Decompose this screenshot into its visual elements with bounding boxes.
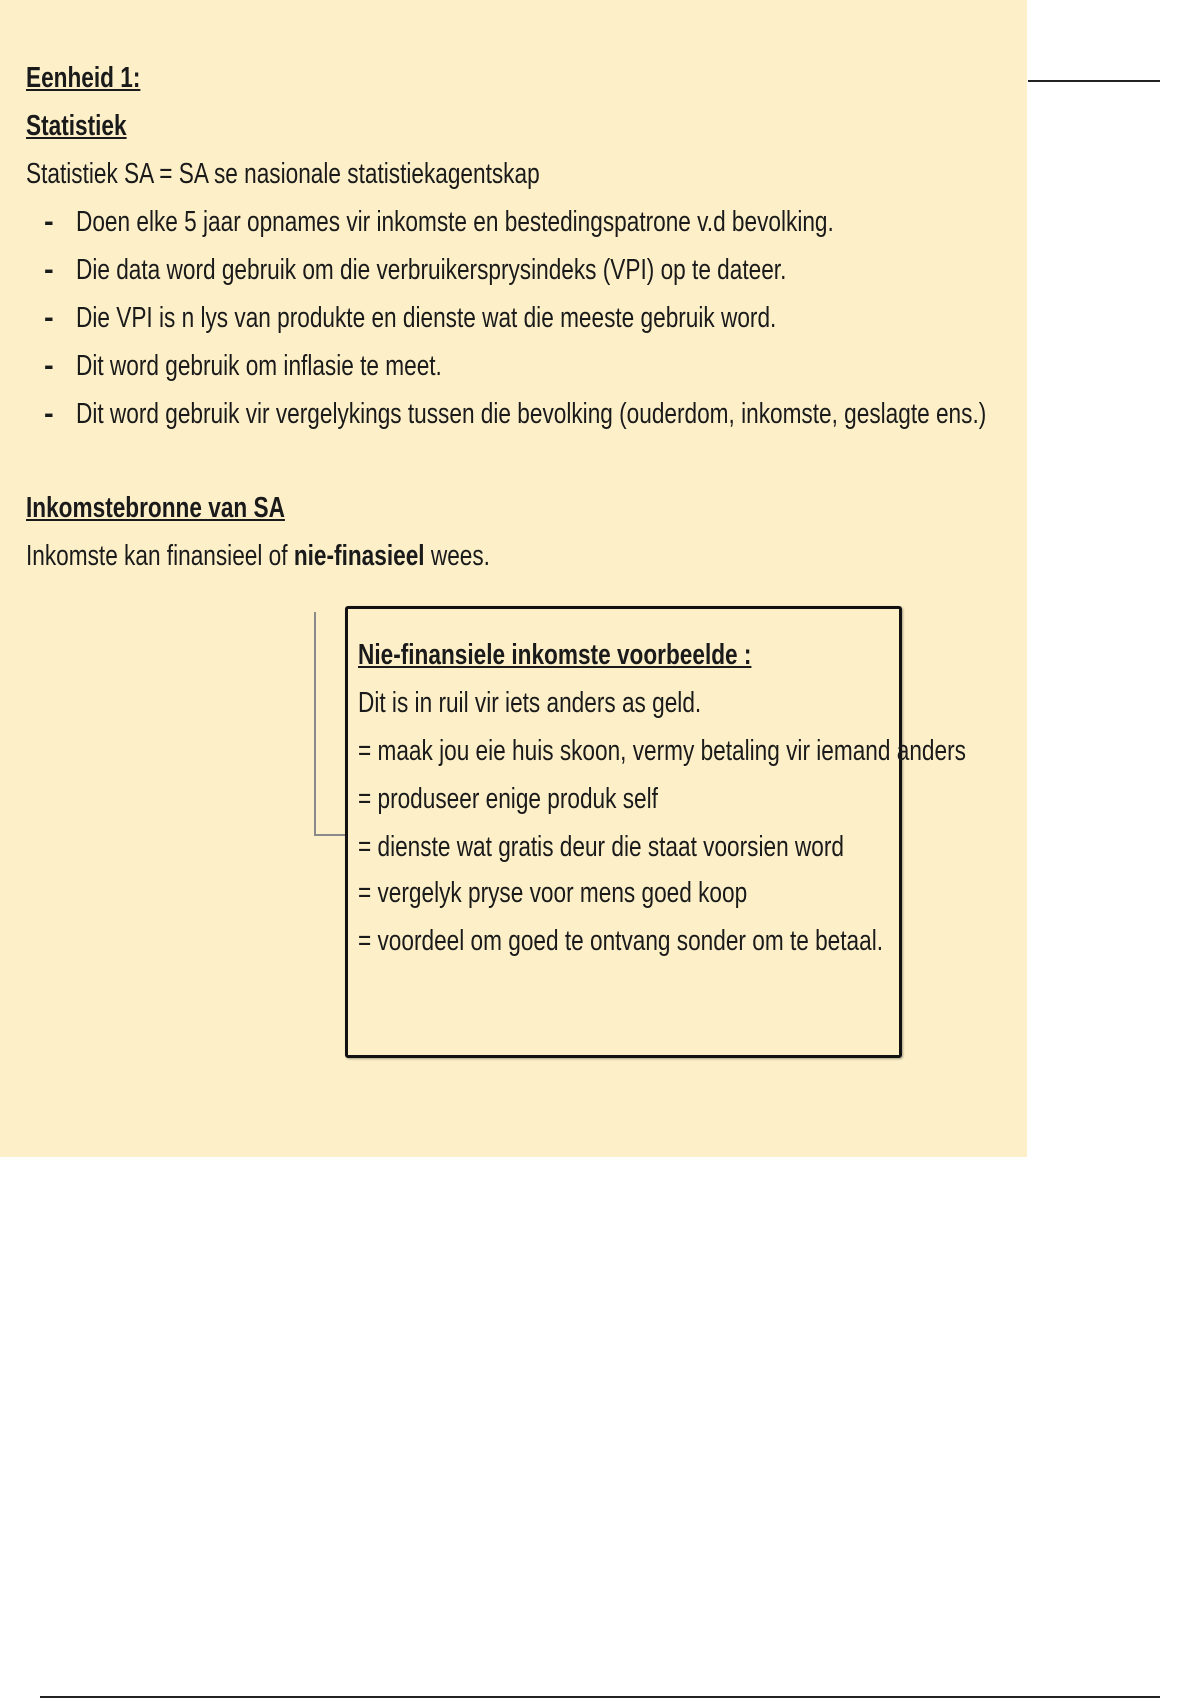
bottom-rule [40,1696,1160,1698]
bullet-text: Die data word gebruik om die verbruikersprysindeks (VPI) op te dateer. [76,254,787,286]
box-line: Dit is in ruil vir iets anders as geld. [358,687,702,719]
topic-heading: Statistiek [26,110,127,142]
income-text-end: wees. [424,540,490,572]
income-text [26,538,490,574]
income-text-start: Inkomste kan finansieel of [26,540,294,572]
box-line: = dienste wat gratis deur die staat voorsien word [358,831,844,863]
dash-bullet: - [44,350,54,382]
non-financial-income-box [345,606,966,1058]
box-line: = maak jou eie huis skoon, vermy betaling vir iemand anders [358,735,966,767]
box-line: = voordeel om goed te ontvang sonder om te betaal. [358,925,884,957]
income-text-bold: nie-finasieel [293,540,425,572]
box-line: = produseer enige produk self [358,783,658,815]
bracket-connector [314,612,346,836]
intro-text: Statistiek SA = SA se nasionale statistiekagentskap [26,158,540,190]
bullet-text: Dit word gebruik vir vergelykings tussen die bevolking (ouderdom, inkomste, geslagte ens.) [76,398,987,430]
income-heading: Inkomstebronne van SA [26,492,285,524]
dash-bullet: - [44,254,54,286]
box-title: Nie-finansiele inkomste voorbeelde : [358,639,752,671]
unit-heading: Eenheid 1: [26,62,141,94]
bullet-text: Doen elke 5 jaar opnames vir inkomste en bestedingspatrone v.d bevolking. [76,206,834,238]
bullet-text: Die VPI is n lys van produkte en dienste wat die meeste gebruik word. [76,302,777,334]
dash-bullet: - [44,206,54,238]
dash-bullet: - [44,302,54,334]
top-right-rule [1028,80,1160,82]
box-line: = vergelyk pryse voor mens goed koop [358,877,748,909]
dash-bullet: - [44,398,54,430]
bullet-text: Dit word gebruik om inflasie te meet. [76,350,442,382]
